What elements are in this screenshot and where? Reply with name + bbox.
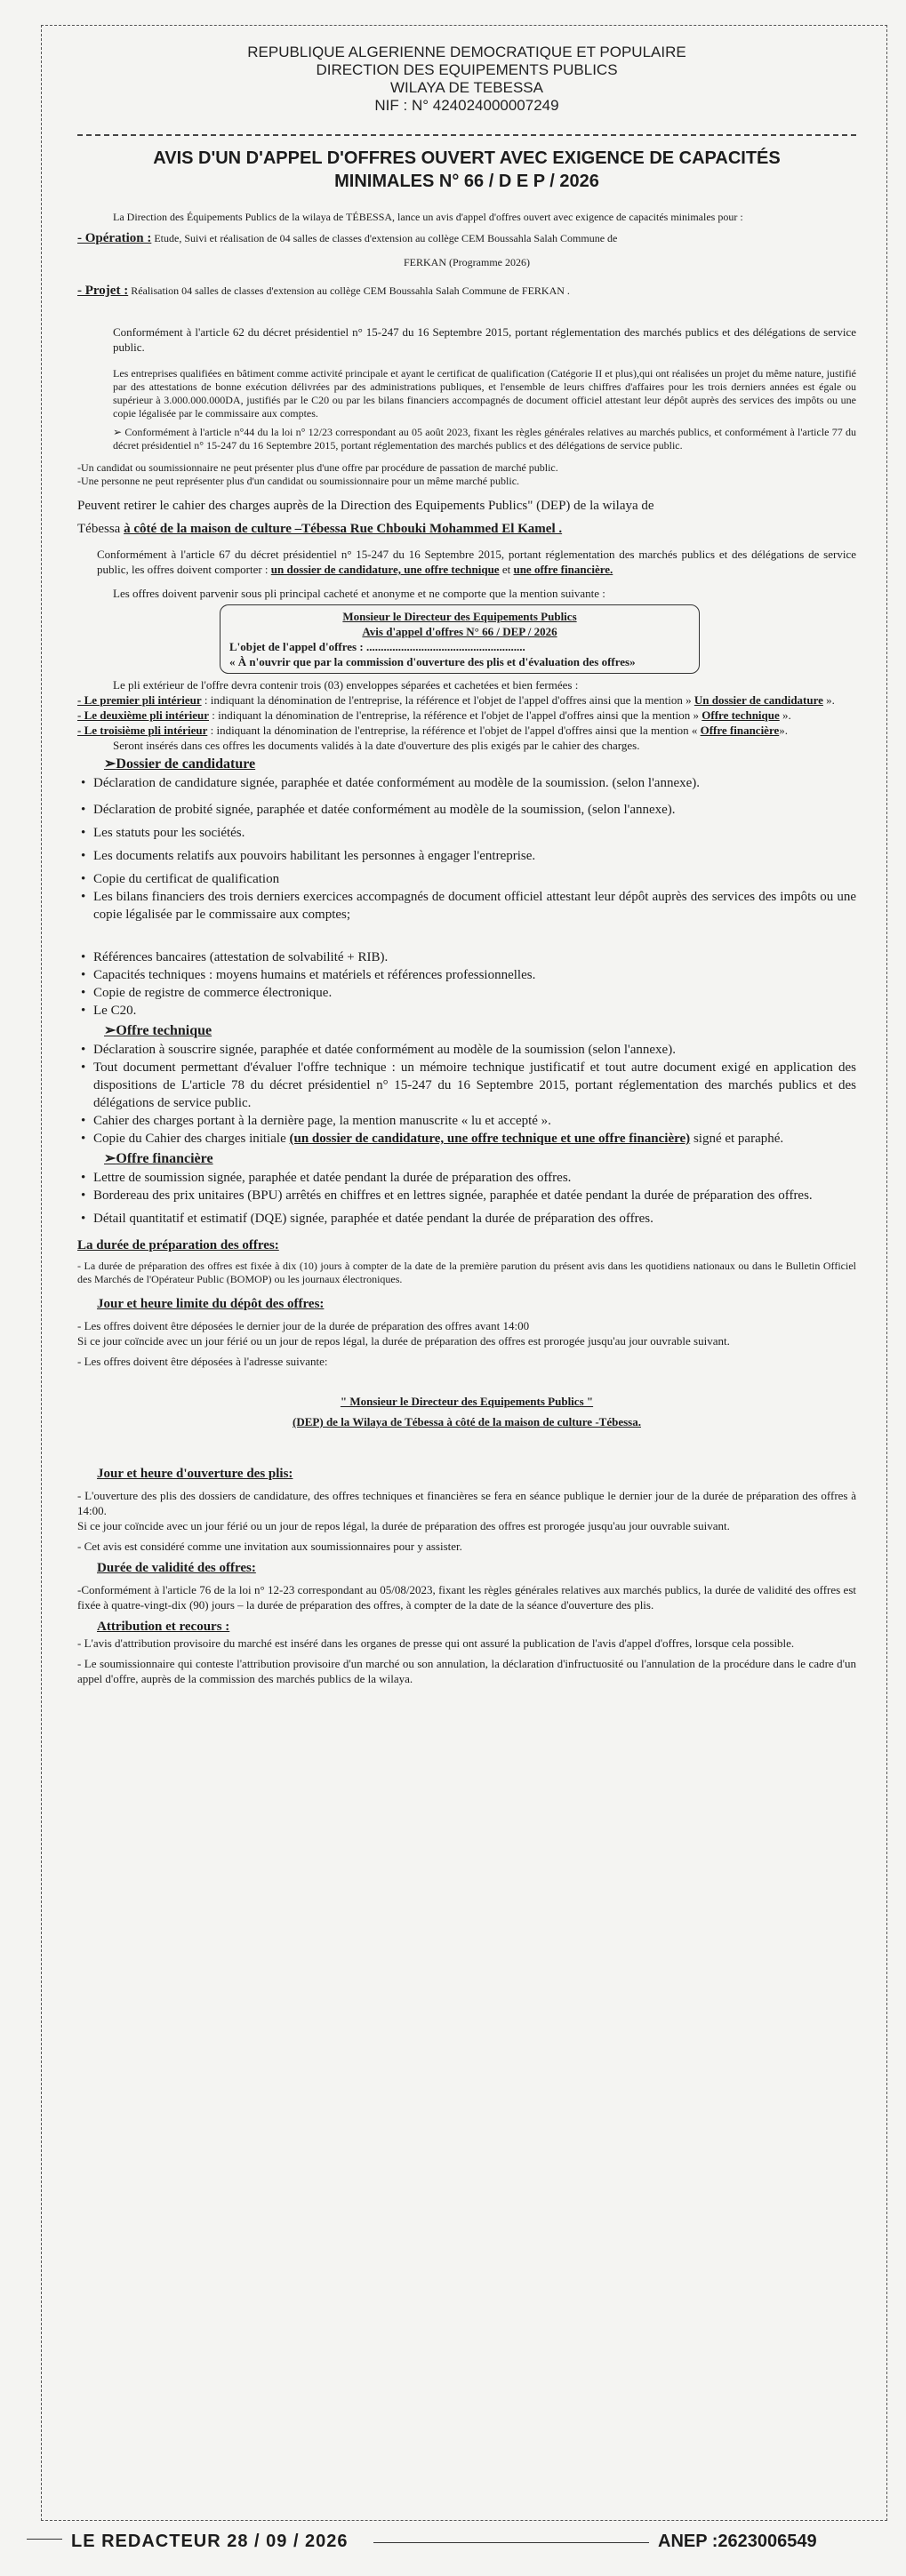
technique-item: Copie du Cahier des charges initiale <box>93 1132 290 1146</box>
list-item <box>77 801 856 819</box>
list-item <box>77 1002 856 1020</box>
list-item <box>77 1059 856 1112</box>
box-warning: « À n'ouvrir que par la commission d'ouverture des plis et d'évaluation des offres» <box>229 655 636 668</box>
operation-text-2: FERKAN (Programme 2026) <box>404 256 530 268</box>
operation-text: Etude, Suivi et réalisation de 04 salles de classes d'extension au collège CEM Boussahla Salah Commune de <box>154 232 618 244</box>
third-envelope-mention: Offre financière <box>700 724 780 737</box>
depot-title: Jour et heure limite du dépôt des offres: <box>97 1297 325 1311</box>
title-line-2: MINIMALES N° 66 / D E P / 2026 <box>334 172 599 191</box>
bullet-icon: • <box>81 950 86 964</box>
qualification-conditions: Les entreprises qualifiées en bâtiment comme activité principale et ayant le certificat de qualification (Catégorie II et plus),qui ont réalisées un projet du même nature, justifié par des attestations de bonne exécution délivrées par des administrations publiques, et l'ensemble de leurs chiffres d'affaires pour les trois derniers années est égale ou supérieur à 3.000.000.000DA, justifiés par le C20 ou par les bilans financiers accompagnés de document officiel attestant leur dépôt auprès des services des impôts ou une copie légalisée par le commissaire aux comptes. <box>113 367 856 420</box>
bullet-icon: • <box>81 803 86 817</box>
outer-envelope: Le pli extérieur de l'offre devra contenir trois (03) enveloppes séparées et cachetées et bien fermées : <box>113 678 579 692</box>
financiere-item: Détail quantitatif et estimatif (DQE) signée, paraphée et datée pendant la durée de préparation des offres. <box>93 1212 653 1226</box>
article-67 <box>77 547 856 577</box>
list-item <box>77 824 856 842</box>
first-envelope-label: - Le premier pli intérieur <box>77 693 202 707</box>
bullet-icon: • <box>81 872 86 886</box>
second-envelope-mention: Offre technique <box>702 708 780 722</box>
list-item <box>77 870 856 888</box>
notice-title <box>77 134 856 193</box>
depot-line-1: - Les offres doivent être déposées le dernier jour de la durée de préparation des offres avant 14:00 <box>77 1319 530 1332</box>
operation-line <box>77 229 856 247</box>
first-envelope-text: : indiquant la dénomination de l'entreprise, la référence et l'objet de l'appel d'offres ainsi que la mention » <box>201 693 694 707</box>
first-envelope-end: ». <box>822 693 835 707</box>
dossier-item: Copie de registre de commerce électronique. <box>93 986 333 1000</box>
dossier-list <box>77 774 856 1020</box>
candidate-rule-1: -Un candidat ou soumissionnaire ne peut présenter plus d'une offre par procédure de passation de marché public. <box>77 461 558 474</box>
depot-address-2: (DEP) de la Wilaya de Tébessa à côté de la maison de culture -Tébessa. <box>293 1415 641 1428</box>
article-67-and: et <box>499 563 514 576</box>
article-62: Conformément à l'article 62 du décret présidentiel n° 15-247 du 16 Septembre 2015, portant réglementation des marchés publics et des délégations de service public. <box>113 325 856 354</box>
footer <box>0 2532 906 2567</box>
dossier-item: Références bancaires (attestation de solvabilité + RIB). <box>93 950 389 964</box>
dossier-item: Les documents relatifs aux pouvoirs habilitant les personnes à engager l'entreprise. <box>93 849 536 863</box>
header <box>77 44 856 115</box>
arrow-icon: ➢ <box>113 426 123 438</box>
technique-item: Cahier des charges portant à la dernière page, la mention manuscrite « lu et accepté ». <box>93 1114 551 1128</box>
dossier-heading <box>104 755 856 772</box>
article-67-text: Conformément à l'article 67 du décret présidentiel n° 15-247 du 16 Septembre 2015, portant réglementation des marchés publics et des délégations de service public, les offres doivent comporter : <box>97 548 856 576</box>
depot-line-3: - Les offres doivent être déposées à l'adresse suivante: <box>77 1355 328 1368</box>
list-item <box>77 1112 856 1130</box>
depot-line-2: Si ce jour coïncide avec un jour férié ou un jour de repos légal, la durée de préparation des offres est prorogée jusqu'au jour ouvrable suivant. <box>77 1334 730 1348</box>
third-envelope-end: ». <box>779 724 789 737</box>
bullet-icon: • <box>81 849 86 863</box>
bullet-icon: • <box>81 986 86 1000</box>
technique-list <box>77 1041 856 1148</box>
article-67-financial: une offre financière. <box>513 563 613 576</box>
projet-text: Réalisation 04 salles de classes d'extension au collège CEM Boussahla Salah Commune de FERKAN . <box>131 284 570 297</box>
footer-anep: ANEP :2623006549 <box>658 2532 817 2551</box>
ouverture-title: Jour et heure d'ouverture des plis: <box>97 1467 293 1481</box>
footer-redacteur: LE REDACTEUR 28 / 09 / 2026 <box>71 2532 349 2551</box>
first-envelope <box>77 692 856 708</box>
financiere-item: Bordereau des prix unitaires (BPU) arrêtés en chiffres et en lettres signée, paraphée et datée pendant la durée de préparation des offres. <box>93 1188 813 1203</box>
second-envelope-label: - Le deuxième pli intérieur <box>77 708 210 722</box>
dossier-item: Les statuts pour les sociétés. <box>93 826 245 840</box>
attribution-title: Attribution et recours : <box>97 1620 230 1634</box>
validite-text: -Conformément à l'article 76 de la loi n° 12-23 correspondant au 05/08/2023, fixant les règles générales relatives aux marchés publics, la durée de validité des offres est fixée à quatre-vingt-dix (90) jours – la durée de préparation des offres, à compter de la date de la séance d'ouverture des plis. <box>77 1583 856 1612</box>
dossier-item: Les bilans financiers des trois derniers exercices accompagnés de document officiel attestant leur dépôt auprès des services des impôts ou une copie légalisée par le commissaire aux comptes; <box>93 890 856 922</box>
duree-title: La durée de préparation des offres: <box>77 1238 279 1252</box>
technique-tail: signé et paraphé. <box>690 1132 784 1146</box>
arrow-icon: ➢ <box>104 1023 116 1038</box>
first-envelope-mention: Un dossier de candidature <box>694 693 823 707</box>
list-item <box>77 888 856 924</box>
bullet-icon: • <box>81 1043 86 1057</box>
cahier-address: à côté de la maison de culture –Tébessa Rue Chbouki Mohammed El Kamel . <box>124 522 563 536</box>
bullet-icon: • <box>81 1132 86 1146</box>
dossier-item: Le C20. <box>93 1004 137 1018</box>
law-article-44 <box>77 426 856 452</box>
bullet-icon: • <box>81 1114 86 1128</box>
envelope-instruction: Les offres doivent parvenir sous pli principal cacheté et anonyme et ne comporte que la mention suivante : <box>113 587 605 600</box>
second-envelope-text: : indiquant la dénomination de l'entreprise, la référence et l'objet de l'appel d'offres ainsi que la mention » <box>209 708 702 722</box>
financiere-item: Lettre de soumission signée, paraphée et datée pendant la durée de préparation des offres. <box>93 1171 572 1185</box>
dossier-item: Déclaration de probité signée, paraphée et datée conformément au modèle de la soumission, (selon l'annexe). <box>93 803 676 817</box>
footer-rule-mid <box>373 2542 649 2543</box>
box-object: L'objet de l'appel d'offres : ....................................................... <box>229 640 525 653</box>
header-wilaya: WILAYA DE TEBESSA <box>390 79 543 96</box>
bullet-icon: • <box>81 776 86 790</box>
box-reference: Avis d'appel d'offres N° 66 / DEP / 2026 <box>362 625 557 638</box>
header-direction: DIRECTION DES EQUIPEMENTS PUBLICS <box>316 61 618 78</box>
third-envelope-text: : indiquant la dénomination de l'entreprise, la référence et l'objet de l'appel d'offres ainsi que la mention « <box>207 724 701 737</box>
bullet-icon: • <box>81 1188 86 1203</box>
technique-item: Déclaration à souscrire signée, paraphée et datée conformément au modèle de la soumission (selon l'annexe). <box>93 1043 676 1057</box>
intro-text: La Direction des Équipements Publics de la wilaya de TÉBESSA, lance un avis d'appel d'offres ouvert avec exigence de capacités minimales pour : <box>113 211 743 223</box>
cahier-line-2 <box>77 520 856 538</box>
dossier-item: Déclaration de candidature signée, paraphée et datée conformément au modèle de la soumission. (selon l'annexe). <box>93 776 701 790</box>
title-line-1: AVIS D'UN D'APPEL D'OFFRES OUVERT AVEC EXIGENCE DE CAPACITÉS <box>153 148 781 168</box>
footer-rule-left <box>27 2539 62 2540</box>
bullet-icon: • <box>81 1004 86 1018</box>
financiere-heading <box>104 1149 856 1167</box>
technique-bold-tail: (un dossier de candidature, une offre technique et une offre financière) <box>289 1132 691 1146</box>
second-envelope-end: ». <box>779 708 791 722</box>
projet-label: - Projet : <box>77 284 129 298</box>
bullet-icon: • <box>81 1212 86 1226</box>
header-republic: REPUBLIQUE ALGERIENNE DEMOCRATIQUE ET POPULAIRE <box>247 44 686 60</box>
validite-title: Durée de validité des offres: <box>97 1561 256 1575</box>
bullet-icon: • <box>81 1171 86 1185</box>
financiere-list <box>77 1169 856 1228</box>
header-nif: NIF : N° 424024000007249 <box>374 97 559 114</box>
technique-item: Tout document permettant d'évaluer l'offre technique : un mémoire technique justificatif et tout autre document exigé en application des dispositions de L'article 78 du décret présidentiel n° 15-247 du 16 Septembre 2015, portant réglementation des marchés publics et des délégations de service public. <box>93 1060 856 1110</box>
third-envelope <box>77 723 856 738</box>
list-item <box>77 966 856 984</box>
bullet-icon: • <box>81 890 86 904</box>
notice-frame <box>41 25 887 2521</box>
list-item <box>77 948 856 966</box>
list-item <box>77 1210 856 1228</box>
ouverture-line-2: Si ce jour coïncide avec un jour férié ou un jour de repos légal, la durée de préparation des offres est prorogée jusqu'au jour ouvrable suivant. <box>77 1519 730 1532</box>
dossier-item: Copie du certificat de qualification <box>93 872 280 886</box>
box-director: Monsieur le Directeur des Equipements Publics <box>342 610 577 623</box>
financiere-title: Offre financière <box>116 1151 213 1166</box>
arrow-icon: ➢ <box>104 756 116 772</box>
cahier-line-1: Peuvent retirer le cahier des charges auprès de la Direction des Equipements Publics" (DEP) de la wilaya de <box>77 499 654 513</box>
law-text: Conformément à l'article n°44 du la loi n° 12/23 correspondant au 05 août 2023, fixant les règles générales relatives au marchés publics, et conformément à l'article 77 du décret présidentiel n° 15-247 du 16 Septembre 2015, portant réglementation des marchés publics et des délégations de service public. <box>113 426 856 452</box>
ouverture-line-1: - L'ouverture des plis des dossiers de candidature, des offres techniques et financières se fera en séance publique le dernier jour de la durée de préparation des offres à 14:00. <box>77 1489 856 1517</box>
attribution-line-1: - L'avis d'attribution provisoire du marché est inséré dans les organes de presse qui ont assuré la publication de l'avis d'appel d'offres, lorsque cela possible. <box>77 1636 795 1650</box>
attribution-line-2: - Le soumissionnaire qui conteste l'attribution provisoire d'un marché ou son annulation, la déclaration d'infructuosité ou l'annulation de la procédure dans le cadre d'un appel d'offre, auprès de la commission des marchés publics de la wilaya. <box>77 1657 856 1685</box>
list-item <box>77 774 856 792</box>
depot-address-1: " Monsieur le Directeur des Equipements Publics " <box>340 1395 594 1408</box>
list-item <box>77 1169 856 1187</box>
technique-heading <box>104 1021 856 1039</box>
second-envelope <box>77 708 856 723</box>
operation-label: - Opération : <box>77 231 152 245</box>
projet-line <box>77 282 856 300</box>
dossier-item: Capacités techniques : moyens humains et matériels et références professionnelles. <box>93 968 536 982</box>
list-item <box>77 1041 856 1059</box>
candidate-rule-2: -Une personne ne peut représenter plus d'un candidat ou soumissionnaire pour un même marché public. <box>77 475 520 487</box>
list-item <box>77 984 856 1002</box>
dossier-title: Dossier de candidature <box>116 756 256 772</box>
documents-inserted: Seront insérés dans ces offres les documents validés à la date d'ouverture des plis exigés par le cahier des charges. <box>113 739 640 752</box>
envelope-mention-box <box>220 604 700 674</box>
article-67-docs: un dossier de candidature, une offre technique <box>270 563 500 576</box>
ouverture-line-3: - Cet avis est considéré comme une invitation aux soumissionnaires pour y assister. <box>77 1540 462 1553</box>
technique-title: Offre technique <box>116 1023 212 1038</box>
third-envelope-label: - Le troisième pli intérieur <box>77 724 208 737</box>
list-item <box>77 1130 856 1148</box>
arrow-icon: ➢ <box>104 1151 116 1166</box>
bullet-icon: • <box>81 826 86 840</box>
bullet-icon: • <box>81 1060 86 1075</box>
list-item <box>77 1187 856 1204</box>
cahier-city: Tébessa <box>77 522 124 536</box>
duree-text: - La durée de préparation des offres est fixée à dix (10) jours à compter de la date de la première parution du présent avis dans les quotidiens nationaux ou dans le Bulletin Officiel des Marchés de l'Opérateur Public (BOMOP) ou les journaux électroniques. <box>77 1260 856 1285</box>
list-item <box>77 847 856 865</box>
bullet-icon: • <box>81 968 86 982</box>
